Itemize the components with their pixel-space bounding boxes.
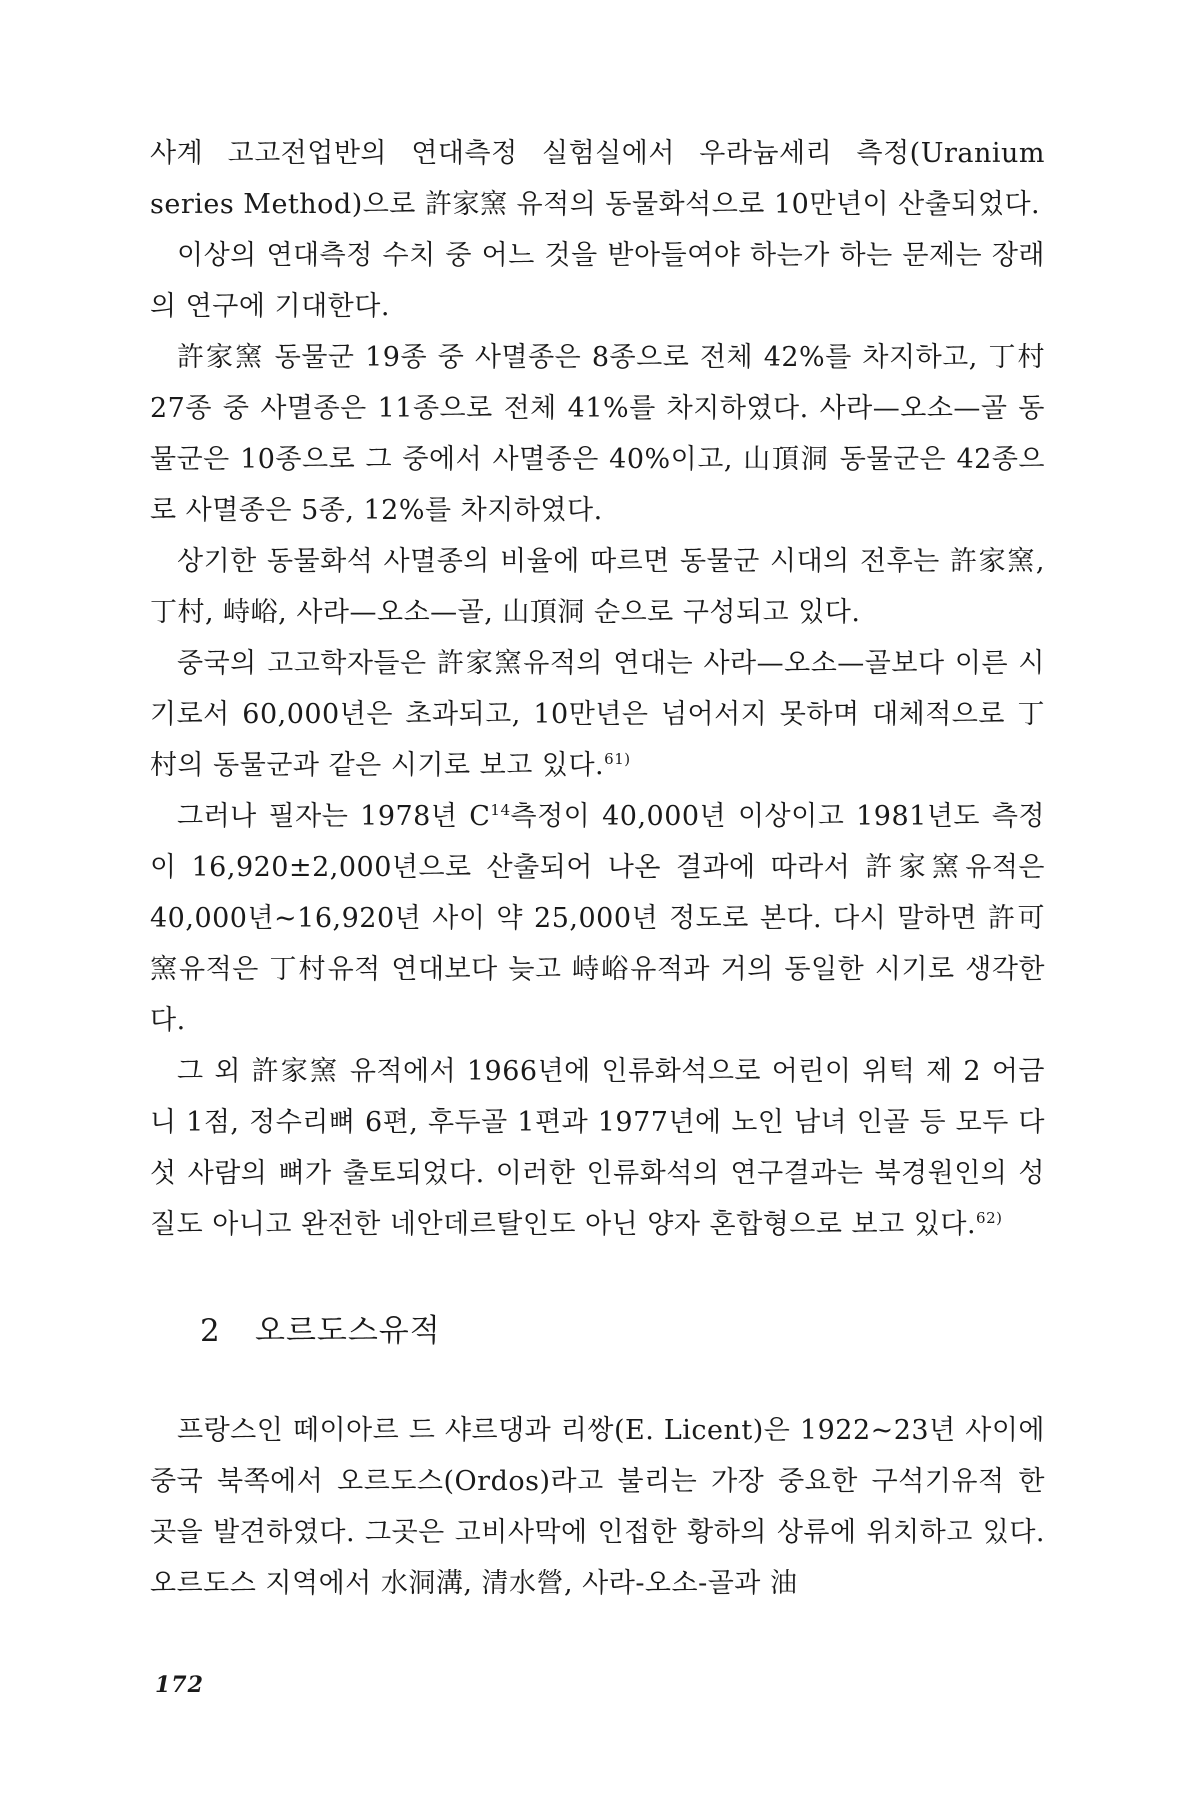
paragraph-text: 상기한 동물화석 사멸종의 비율에 따르면 동물군 시대의 전후는 許家窯, 丁村, 峙峪, 사라—오소—골, 山頂洞 순으로 구성되고 있다.	[150, 546, 1045, 628]
section-title: 오르도스유적	[255, 1313, 441, 1349]
section-body-text	[150, 1405, 1045, 1609]
paragraph-human-fossils	[150, 1046, 1045, 1250]
page-number: 172	[155, 1672, 204, 1698]
paragraph-text: 許家窯 동물군 19종 중 사멸종은 8종으로 전체 42%를 차지하고, 丁村 27종 중 사멸종은 11종으로 전체 41%를 차지하였다. 사라—오소—골 동물군은 10종으로 그 중에서 사멸종은 40%이고, 山頂洞 동물군은 42종으로 사멸종은 5종, 12%를 차지하였다.	[150, 342, 1045, 526]
footnote-ref: 61)	[604, 750, 631, 768]
paragraph-uranium-dating	[150, 128, 1045, 230]
section-number: 2	[200, 1313, 221, 1349]
paragraph-chinese-archaeologists	[150, 638, 1045, 791]
paragraph-text: 측정이 40,000년 이상이고 1981년도 측정이 16,920±2,000년으로 산출되어 나온 결과에 따라서 許家窯유적은 40,000년~16,920년 사이 약 25,000년 정도로 본다. 다시 말하면 許可窯유적은 丁村유적 연대보다 늦고 峙峪유적과 거의 동일한 시기로 생각한다.	[150, 801, 1045, 1036]
paragraph-text: 프랑스인 떼이아르 드 샤르댕과 리쌍(E. Licent)은 1922~23년 사이에 중국 북쪽에서 오르도스(Ordos)라고 불리는 가장 중요한 구석기유적 한 곳을 발견하였다. 그곳은 고비사막에 인접한 황하의 상류에 위치하고 있다. 오르도스 지역에서 水洞溝, 清水營, 사라-오소-골과 油	[150, 1415, 1045, 1599]
paragraph-dating-question	[150, 230, 1045, 332]
paragraph-extinct-species	[150, 332, 1045, 536]
isotope-superscript: 14	[490, 801, 511, 819]
paragraph-text: 이상의 연대측정 수치 중 어느 것을 받아들여야 하는가 하는 문제는 장래의 연구에 기대한다.	[150, 240, 1045, 322]
footnote-ref: 62)	[976, 1209, 1003, 1227]
paragraph-text: 사계 고고전업반의 연대측정 실험실에서 우라늄세리 측정(Uranium series Method)으로 許家窯 유적의 동물화석으로 10만년이 산출되었다.	[150, 138, 1045, 220]
paragraph-text: 그 외 許家窯 유적에서 1966년에 인류화석으로 어린이 위턱 제 2 어금니 1점, 정수리뼈 6편, 후두골 1편과 1977년에 노인 남녀 인골 등 모두 다섯 사람의 뼈가 출토되었다. 이러한 인류화석의 연구결과는 북경원인의 성질도 아니고 완전한 네안데르탈인도 아닌 양자 혼합형으로 보고 있다.	[150, 1056, 1045, 1240]
paragraph-text: 중국의 고고학자들은 許家窯유적의 연대는 사라—오소—골보다 이른 시기로서 60,000년은 초과되고, 10만년은 넘어서지 못하며 대체적으로 丁村의 동물군과 같은 시기로 보고 있다.	[150, 648, 1045, 781]
paragraph-text: 그러나 필자는 1978년 C	[177, 801, 491, 832]
paragraph-author-view	[150, 791, 1045, 1046]
paragraph-fauna-order	[150, 536, 1045, 638]
body-text	[150, 128, 1045, 1250]
paragraph-ordos-discovery	[150, 1405, 1045, 1609]
section-heading	[200, 1305, 441, 1350]
